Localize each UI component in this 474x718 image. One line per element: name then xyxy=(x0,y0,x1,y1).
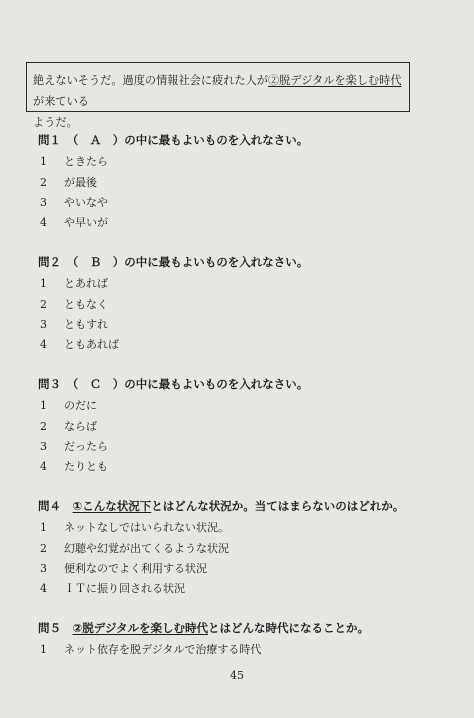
question-4-option-4: 4 ＩＴに振り回される状況 xyxy=(40,582,185,595)
question-3-option-2: 2 ならば xyxy=(40,420,97,433)
question-2-heading: 問２ （ Ｂ ）の中に最もよいものを入れなさい。 xyxy=(38,255,309,269)
question-1-option-4: 4 や早いが xyxy=(40,216,108,229)
question-4-option-2: 2 幻聴や幻覚が出てくるような状況 xyxy=(40,542,229,555)
passage-line-1 xyxy=(33,70,403,112)
question-3-heading: 問３ （ Ｃ ）の中に最もよいものを入れなさい。 xyxy=(38,377,309,391)
question-3-option-3: 3 だったら xyxy=(40,440,108,453)
question-5-heading: 問５ ②脱デジタルを楽しむ時代とはどんな時代になることか。 xyxy=(38,621,370,635)
page-number: 45 xyxy=(230,669,244,682)
question-2-option-3: 3 ともすれ xyxy=(40,318,108,331)
question-1-heading: 問１ （ Ａ ）の中に最もよいものを入れなさい。 xyxy=(38,133,309,147)
passage-line-2: ようだ。 xyxy=(33,116,78,129)
passage-underlined-phrase: ②脱デジタルを楽しむ時代 xyxy=(267,74,402,87)
question-4-option-1: 1 ネットなしではいられない状況。 xyxy=(40,521,229,534)
question-5-underlined-phrase: ②脱デジタルを楽しむ時代 xyxy=(72,621,209,635)
question-2-option-1: 1 とあれば xyxy=(40,277,108,290)
question-2-option-2: 2 ともなく xyxy=(40,298,108,311)
passage-box xyxy=(26,62,410,129)
question-4-underlined-phrase: ①こんな状況下 xyxy=(72,499,152,513)
passage-text: 絶えないそうだ。過度の情報社会に疲れた人が xyxy=(33,74,268,87)
question-3-option-1: 1 のだに xyxy=(40,399,97,412)
question-1-option-2: 2 が最後 xyxy=(40,176,97,189)
question-4-heading: 問４ ①こんな状況下とはどんな状況か。当てはまらないのはどれか。 xyxy=(38,499,405,513)
question-5-option-1: 1 ネット依存を脱デジタルで治療する時代 xyxy=(40,643,262,656)
passage-text: が来ている xyxy=(33,95,89,108)
question-2-option-4: 4 ともあれば xyxy=(40,338,119,351)
question-1-option-3: 3 やいなや xyxy=(40,196,108,209)
question-3-option-4: 4 たりとも xyxy=(40,460,108,473)
question-1-option-1: 1 ときたら xyxy=(40,155,108,168)
question-4-option-3: 3 便利なのでよく利用する状況 xyxy=(40,562,207,575)
